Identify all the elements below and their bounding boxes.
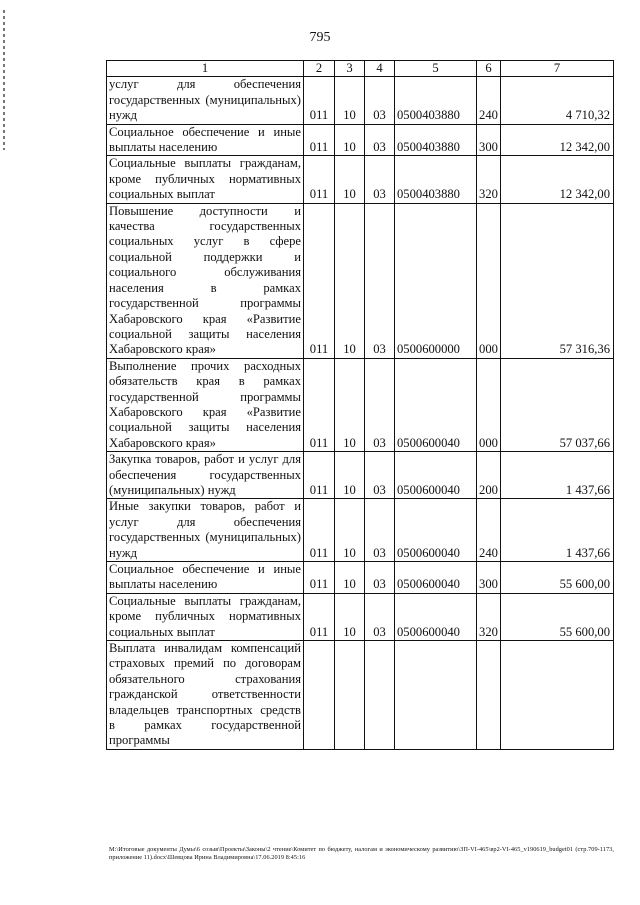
- table-row: [107, 641, 614, 750]
- table-row: [107, 499, 614, 562]
- expense-name: Иные закупки товаров, работ и услуг для обеспечения государственных (муниципальных) нужд: [107, 499, 304, 562]
- table-row: [107, 452, 614, 499]
- ministry-code: 011: [304, 452, 335, 499]
- target-item-code: 0500403880: [395, 156, 477, 203]
- header-cell: 4: [365, 61, 395, 77]
- subsection-code: 03: [365, 358, 395, 451]
- expense-name: Повышение доступности и качества государственных социальных услуг в сфере социальной поддержки и социального обслуживания населения в рамках государственной программы Хабаровского края «Развитие социальной защиты населения Хабаровского края»: [107, 203, 304, 358]
- amount: 1 437,66: [501, 499, 614, 562]
- amount: [501, 641, 614, 750]
- budget-table: [106, 60, 614, 750]
- section-code: 10: [335, 124, 365, 156]
- ministry-code: 011: [304, 562, 335, 594]
- expense-name: услуг для обеспечения государственных (муниципальных) нужд: [107, 77, 304, 124]
- expense-type-code: 240: [477, 499, 501, 562]
- subsection-code: 03: [365, 156, 395, 203]
- ministry-code: 011: [304, 358, 335, 451]
- target-item-code: 0500403880: [395, 124, 477, 156]
- table-row: [107, 562, 614, 594]
- subsection-code: 03: [365, 593, 395, 640]
- target-item-code: 0500403880: [395, 77, 477, 124]
- subsection-code: 03: [365, 452, 395, 499]
- file-path-footer: M:\Итоговые документы Думы\6 созыв\Проекты\Законы\2 чтение\Комитет по бюджету, налогам и экономическому развитию\ЗП-VI-465\вр2-VI-465_v190619_budget01 (стр.709-1173, приложение 11).docx\Шевцова Ирина Владимировна\17.06.2019 8:45:16: [109, 846, 614, 861]
- expense-type-code: 200: [477, 452, 501, 499]
- target-item-code: 0500600040: [395, 452, 477, 499]
- amount: 1 437,66: [501, 452, 614, 499]
- section-code: 10: [335, 203, 365, 358]
- header-cell: 7: [501, 61, 614, 77]
- table-row: [107, 358, 614, 451]
- expense-type-code: 320: [477, 593, 501, 640]
- section-code: 10: [335, 562, 365, 594]
- expense-type-code: 240: [477, 77, 501, 124]
- subsection-code: 03: [365, 203, 395, 358]
- ministry-code: 011: [304, 77, 335, 124]
- expense-name: Выполнение прочих расходных обязательств края в рамках государственной программы Хабаровского края «Развитие социальной защиты населения Хабаровского края»: [107, 358, 304, 451]
- ministry-code: 011: [304, 499, 335, 562]
- header-cell: 3: [335, 61, 365, 77]
- target-item-code: 0500600040: [395, 562, 477, 594]
- expense-type-code: [477, 641, 501, 750]
- ministry-code: 011: [304, 593, 335, 640]
- subsection-code: 03: [365, 562, 395, 594]
- target-item-code: 0500600000: [395, 203, 477, 358]
- target-item-code: [395, 641, 477, 750]
- amount: 12 342,00: [501, 124, 614, 156]
- subsection-code: [365, 641, 395, 750]
- expense-name: Социальное обеспечение и иные выплаты населению: [107, 124, 304, 156]
- table-header-row: [107, 61, 614, 77]
- amount: 12 342,00: [501, 156, 614, 203]
- expense-name: Закупка товаров, работ и услуг для обеспечения государственных (муниципальных) нужд: [107, 452, 304, 499]
- expense-name: Выплата инвалидам компенсаций страховых премий по договорам обязательного страхования гражданской ответственности владельцев транспортных средств в рамках государственной программы: [107, 641, 304, 750]
- subsection-code: 03: [365, 77, 395, 124]
- ministry-code: 011: [304, 156, 335, 203]
- subsection-code: 03: [365, 124, 395, 156]
- ministry-code: [304, 641, 335, 750]
- expense-type-code: 000: [477, 358, 501, 451]
- header-cell: 6: [477, 61, 501, 77]
- section-code: [335, 641, 365, 750]
- subsection-code: 03: [365, 499, 395, 562]
- expense-name: Социальные выплаты гражданам, кроме публичных нормативных социальных выплат: [107, 156, 304, 203]
- amount: 55 600,00: [501, 562, 614, 594]
- table-row: [107, 156, 614, 203]
- section-code: 10: [335, 499, 365, 562]
- amount: 4 710,32: [501, 77, 614, 124]
- header-cell: 1: [107, 61, 304, 77]
- target-item-code: 0500600040: [395, 358, 477, 451]
- target-item-code: 0500600040: [395, 499, 477, 562]
- table-row: [107, 77, 614, 124]
- expense-type-code: 300: [477, 124, 501, 156]
- amount: 55 600,00: [501, 593, 614, 640]
- amount: 57 037,66: [501, 358, 614, 451]
- expense-type-code: 300: [477, 562, 501, 594]
- ministry-code: 011: [304, 203, 335, 358]
- table-row: [107, 124, 614, 156]
- expense-name: Социальное обеспечение и иные выплаты населению: [107, 562, 304, 594]
- page-number: 795: [309, 30, 331, 45]
- amount: 57 316,36: [501, 203, 614, 358]
- table-row: [107, 203, 614, 358]
- header-cell: 5: [395, 61, 477, 77]
- expense-type-code: 320: [477, 156, 501, 203]
- table-row: [107, 593, 614, 640]
- header-cell: 2: [304, 61, 335, 77]
- section-code: 10: [335, 593, 365, 640]
- expense-type-code: 000: [477, 203, 501, 358]
- section-code: 10: [335, 452, 365, 499]
- section-code: 10: [335, 358, 365, 451]
- section-code: 10: [335, 77, 365, 124]
- section-code: 10: [335, 156, 365, 203]
- ministry-code: 011: [304, 124, 335, 156]
- expense-name: Социальные выплаты гражданам, кроме публичных нормативных социальных выплат: [107, 593, 304, 640]
- target-item-code: 0500600040: [395, 593, 477, 640]
